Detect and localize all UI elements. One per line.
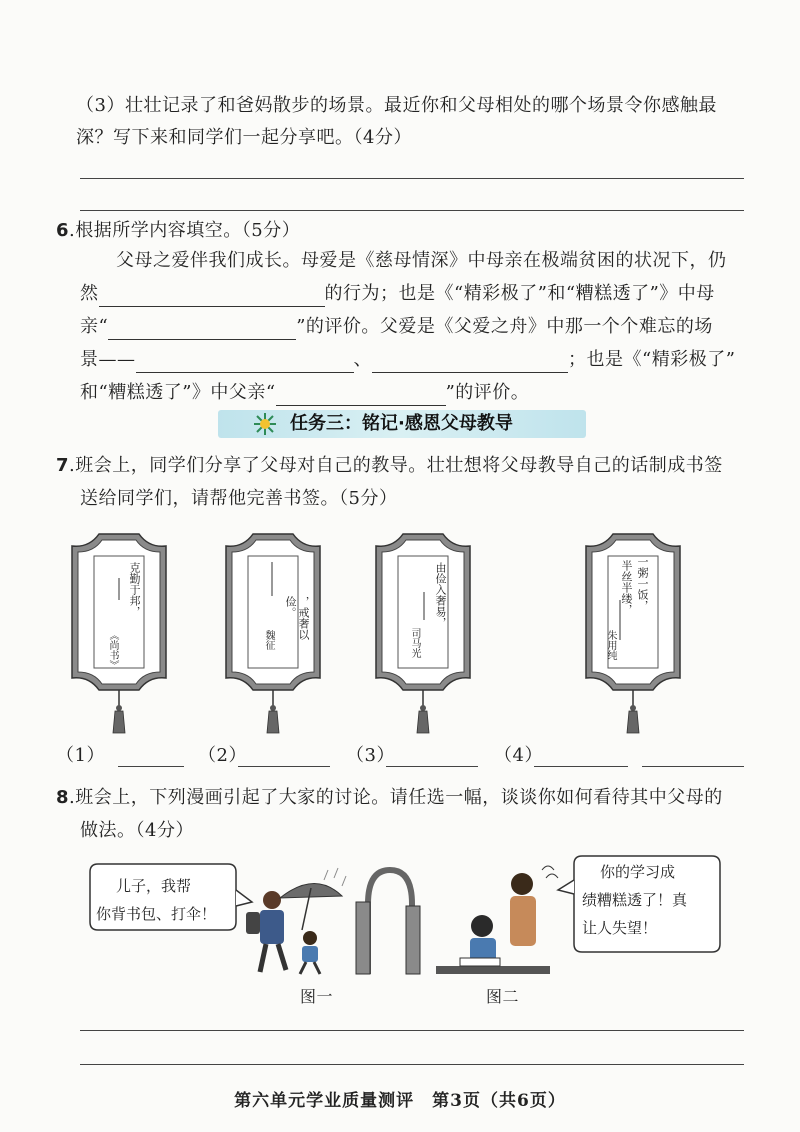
bubble2-line3: 让人失望！ <box>582 919 658 937</box>
page-footer: 第六单元学业质量测评 第3页（共6页） <box>234 1091 566 1111</box>
q6-line5 <box>80 380 529 406</box>
q8-line1 <box>56 785 723 811</box>
answer-line[interactable] <box>80 210 744 211</box>
q6-blank-4[interactable] <box>372 352 568 373</box>
q5-part3-line2: 深？写下来和同学们一起分享吧。（4分） <box>76 127 412 148</box>
q7-answer-blank-1[interactable] <box>118 766 184 767</box>
q8-line1-text: .班会上，下列漫画引起了大家的讨论。请任选一幅，谈谈你如何看待其中父母的 <box>69 787 723 808</box>
bookmark1-main: 克勤于邦， <box>128 562 141 617</box>
bookmarks-illustration <box>0 528 800 743</box>
q8-number: 8 <box>56 787 70 808</box>
q6-line3 <box>80 314 713 340</box>
q7-answer-blank-3[interactable] <box>386 766 478 767</box>
answer-line[interactable] <box>80 178 744 179</box>
q5-part3-line1: （3）壮壮记录了和爸妈散步的场景。最近你和父母相处的哪个场景令你感触最 <box>76 95 717 116</box>
q6-line5-b: ”的评价。 <box>445 382 530 403</box>
bookmark-frame <box>72 534 166 733</box>
q6-blank-3[interactable] <box>136 352 354 373</box>
q7-line1 <box>56 453 723 479</box>
q7-answer-label-1: （1） <box>56 745 105 766</box>
bubble1-line2: 你背书包、打伞！ <box>96 905 217 923</box>
q7-answer-label-3: （3） <box>346 745 395 766</box>
q6-blank-1[interactable] <box>99 286 325 307</box>
bubble2-line2: 绩糟糕透了！真 <box>582 891 688 909</box>
q7-answer-blank-2[interactable] <box>238 766 330 767</box>
task3-title: 任务三：铭记·感恩父母教导 <box>290 413 513 434</box>
q6-title-text: .根据所学内容填空。（5分） <box>69 220 301 241</box>
bookmark-frame <box>586 534 680 733</box>
bookmark4-main: 一粥一饭， <box>636 556 649 611</box>
q7-number: 7 <box>56 455 70 476</box>
bubble2-line1: 你的学习成 <box>600 863 676 881</box>
q6-line3-a: 亲“ <box>80 316 109 337</box>
q6-blank-2[interactable] <box>108 319 296 340</box>
bookmark3-main: 由俭入奢易， <box>434 562 447 628</box>
q6-line2-b: 的行为；也是《“精彩极了”和“糟糕透了”》中母 <box>324 283 715 304</box>
caption-figure1: 图一 <box>300 987 334 1006</box>
bubble1-line1: 儿子，我帮 <box>116 877 192 895</box>
bookmark3-source: 司马光 <box>409 628 420 658</box>
bookmark4-main2: 半丝半缕， <box>620 560 633 615</box>
q6-line2 <box>80 281 715 307</box>
sparkle-icon <box>252 411 278 437</box>
q7-line2: 送给同学们，请帮他完善书签。（5分） <box>80 488 398 509</box>
bookmark-frame <box>376 534 470 733</box>
q7-answer-blank-5[interactable] <box>642 766 744 767</box>
q8-line2: 做法。（4分） <box>80 820 194 841</box>
q6-line4-a: 景—— <box>80 349 136 370</box>
q6-line4 <box>80 347 735 373</box>
answer-line[interactable] <box>80 1064 744 1065</box>
q6-line4-b: 、 <box>353 349 372 370</box>
q7-answer-label-4: （4） <box>494 745 543 766</box>
q6-number: 6 <box>56 220 70 241</box>
caption-figure2: 图二 <box>486 987 520 1006</box>
bookmark2-source: 魏征 <box>263 630 274 650</box>
q6-blank-5[interactable] <box>276 385 446 406</box>
q7-line1-text: .班会上，同学们分享了父母对自己的教导。壮壮想将父母教导自己的话制成书签 <box>69 455 723 476</box>
q6-line5-a: 和“糟糕透了”》中父亲“ <box>80 382 276 403</box>
q6-line1: 父母之爱伴我们成长。母爱是《慈母情深》中母亲在极端贫困的状况下，仍 <box>116 250 727 271</box>
q6-title <box>56 218 300 244</box>
q6-line4-c: ；也是《“精彩极了” <box>568 349 736 370</box>
answer-line[interactable] <box>80 1030 744 1031</box>
q6-line2-a: 然 <box>80 283 99 304</box>
q7-answer-blank-4[interactable] <box>534 766 628 767</box>
bookmark2-main: ，戒奢以俭。 <box>284 596 310 640</box>
bookmark4-source: 朱用纯 <box>605 630 616 660</box>
q6-line3-b: ”的评价。父爱是《父爱之舟》中那一个个难忘的场 <box>296 316 713 337</box>
q7-answer-label-2: （2） <box>198 745 247 766</box>
bookmark1-source: 《尚书》 <box>107 630 118 670</box>
